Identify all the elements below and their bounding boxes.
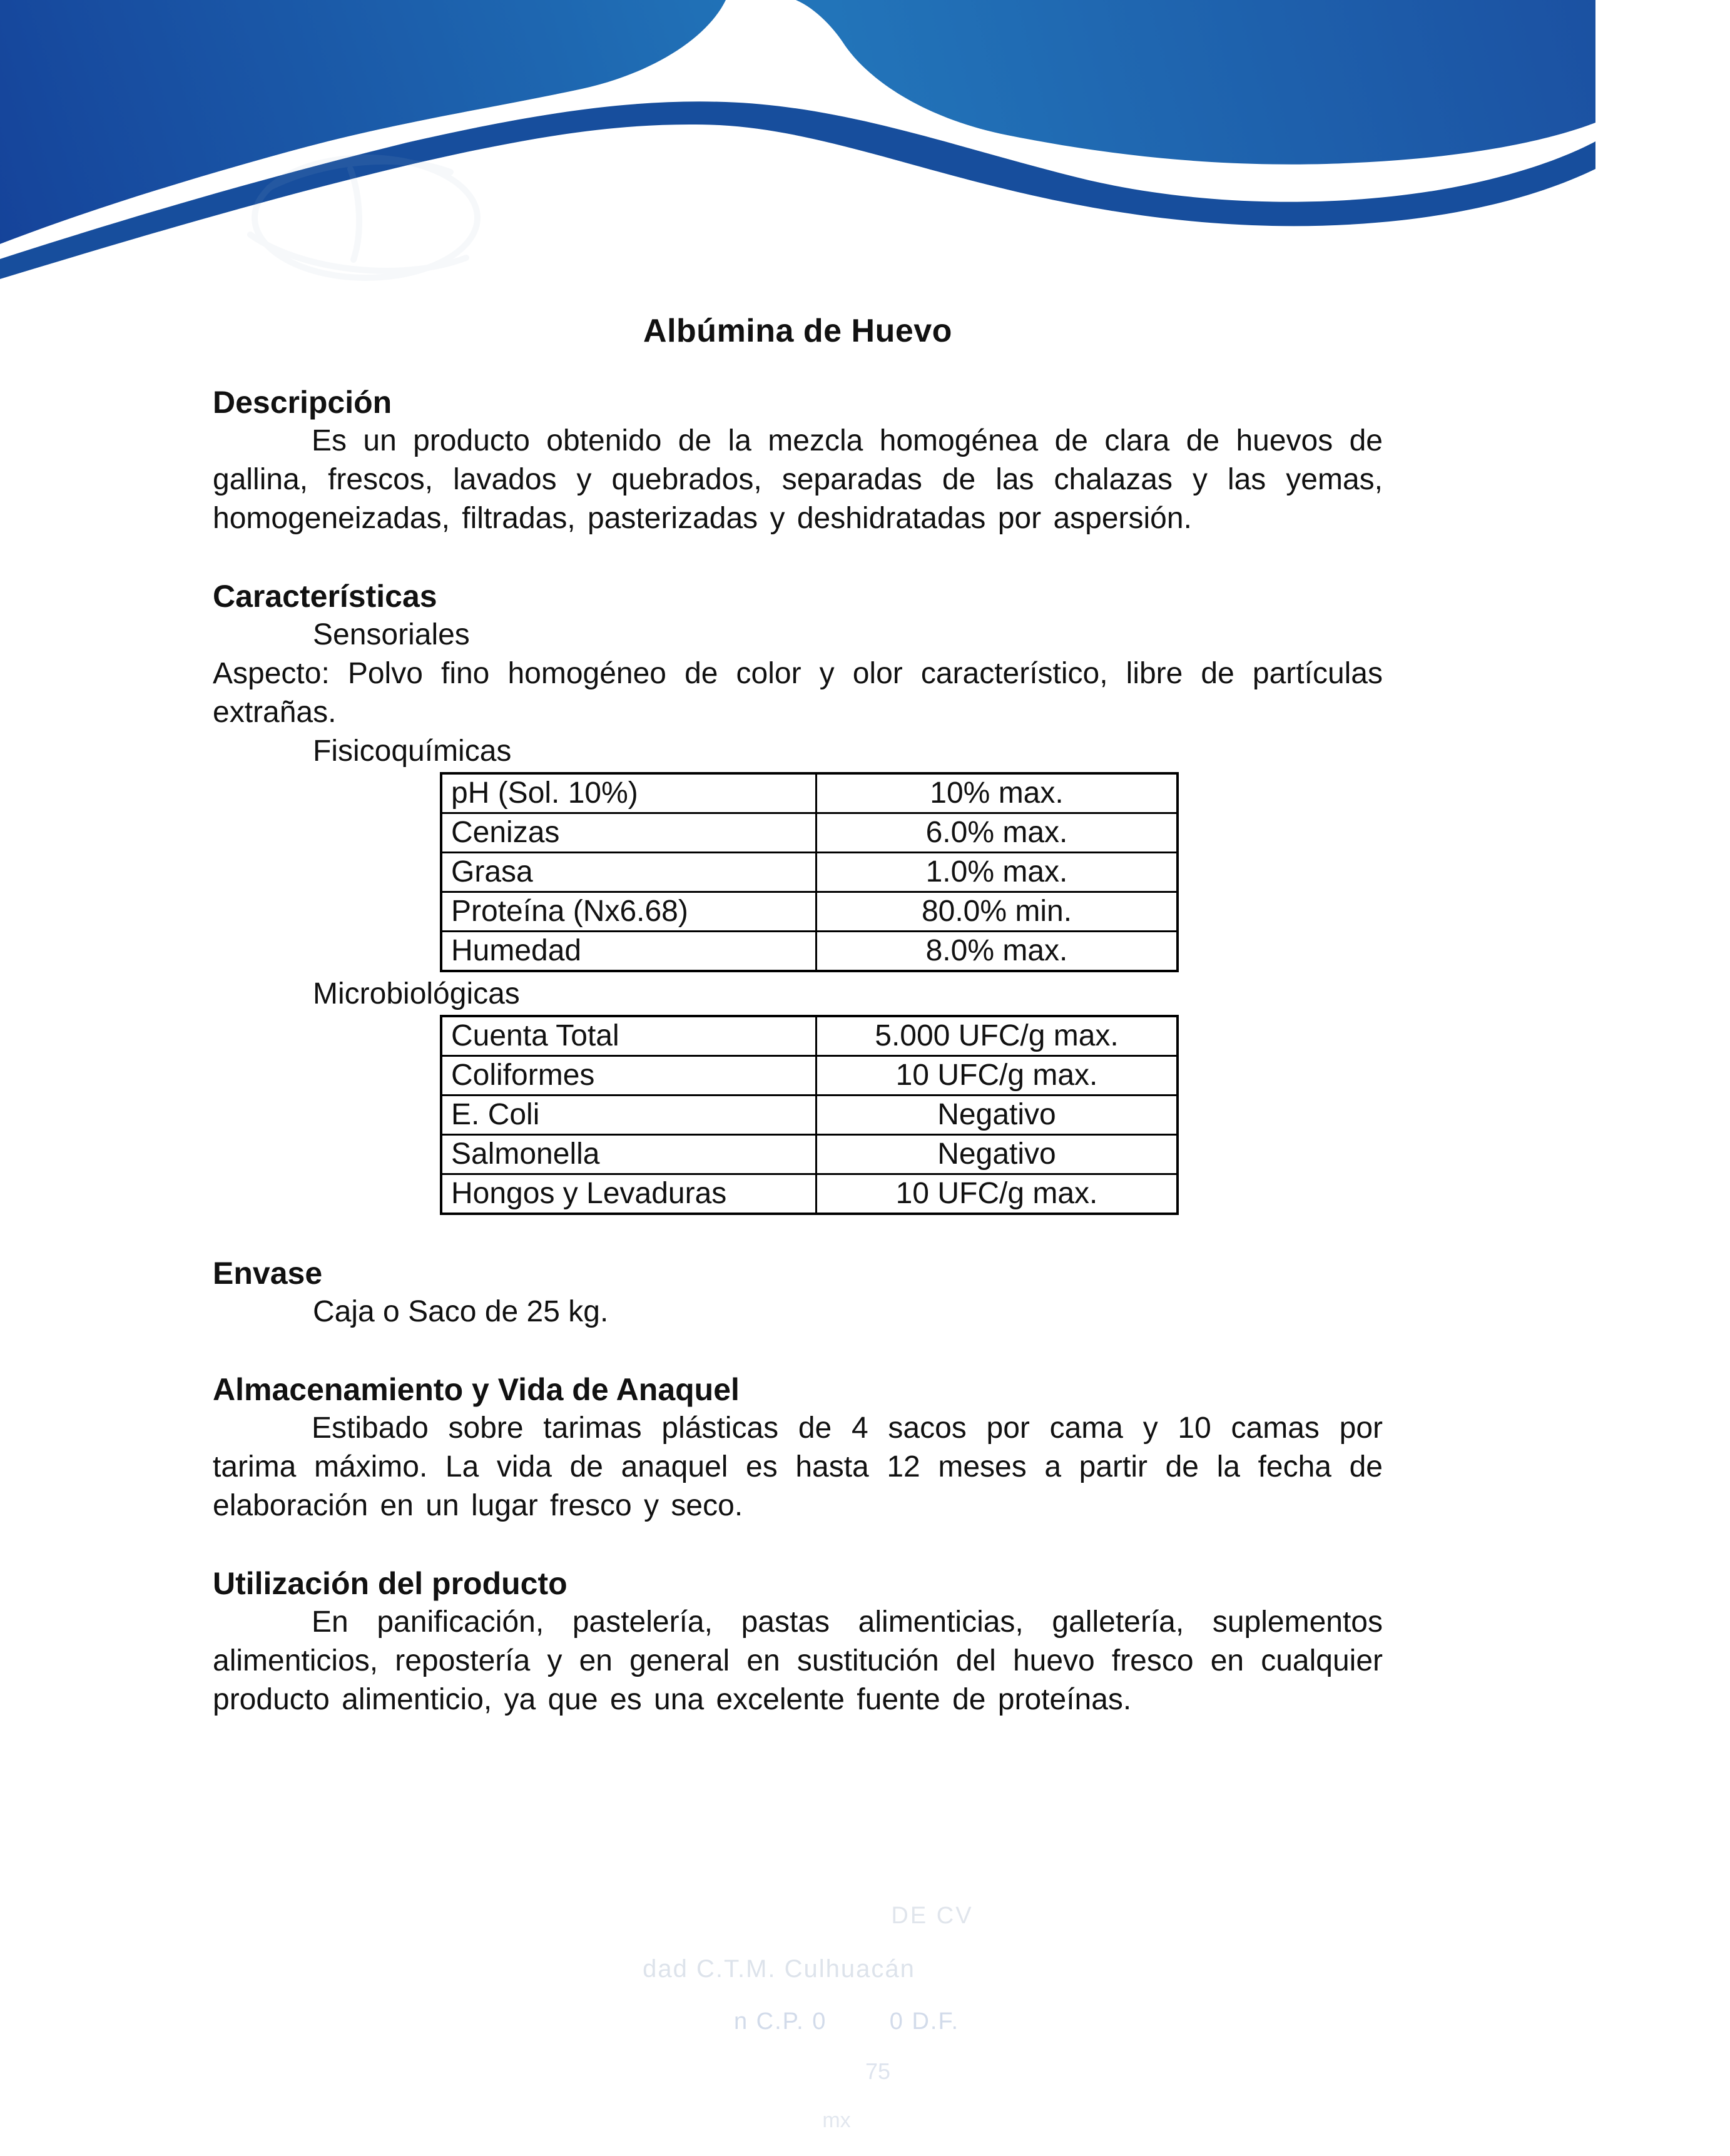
envase-body: Caja o Saco de 25 kg. (313, 1295, 609, 1328)
section-envase (213, 1254, 1383, 1331)
table-row (441, 892, 1178, 932)
utilizacion-paragraph: En panificación, pastelería, pastas alimenticias, galletería, suplementos alimenticios, repostería y en general en sustitución del huevo fresco en cualquier producto alimenticio, ya que es una excelente fuente de proteínas. (213, 1605, 1383, 1716)
cell-value: 10 UFC/g max. (817, 1056, 1178, 1096)
table-row (441, 1174, 1178, 1214)
footer-line: dad C.T.M. Culhuacán (643, 1955, 915, 1983)
fisicoquimicas-label: Fisicoquímicas (313, 735, 512, 768)
footer-watermark (0, 1878, 1595, 2156)
section-descripcion (213, 383, 1383, 538)
table-microbiologicas (440, 1015, 1179, 1215)
table-row (441, 813, 1178, 853)
cell-parameter: Humedad (441, 932, 817, 972)
table-row (441, 1135, 1178, 1174)
table-row (441, 853, 1178, 892)
cell-value: 5.000 UFC/g max. (817, 1016, 1178, 1056)
cell-parameter: Cenizas (441, 813, 817, 853)
cell-parameter: Cuenta Total (441, 1016, 817, 1056)
table-row (441, 1096, 1178, 1135)
cell-value: 10% max. (817, 773, 1178, 813)
almacenamiento-heading: Almacenamiento y Vida de Anaquel (213, 1372, 740, 1407)
utilizacion-heading: Utilización del producto (213, 1566, 567, 1601)
footer-line: 75 (865, 2058, 891, 2084)
cell-parameter: Proteína (Nx6.68) (441, 892, 817, 932)
footer-line: mx (822, 2108, 851, 2132)
cell-value: 80.0% min. (817, 892, 1178, 932)
descripcion-paragraph: Es un producto obtenido de la mezcla homogénea de clara de huevos de gallina, frescos, lavados y quebrados, separadas de las chalazas y las yemas, homogeneizadas, filtradas, pasterizadas y deshidratadas por aspersión. (213, 424, 1383, 535)
cell-parameter: Coliformes (441, 1056, 817, 1096)
cell-value: Negativo (817, 1096, 1178, 1135)
section-almacenamiento (213, 1370, 1383, 1525)
aspecto-paragraph: Aspecto: Polvo fino homogéneo de color y olor característico, libre de partículas extrañas. (213, 657, 1383, 729)
table-row (441, 1016, 1178, 1056)
cell-parameter: Hongos y Levaduras (441, 1174, 817, 1214)
cell-parameter: E. Coli (441, 1096, 817, 1135)
sensoriales-label: Sensoriales (313, 618, 470, 651)
section-caracteristicas (213, 577, 1383, 1215)
caracteristicas-heading: Características (213, 579, 437, 614)
table-row (441, 773, 1178, 813)
microbiologicas-label: Microbiológicas (313, 977, 520, 1010)
header-wave-graphic (0, 0, 1595, 288)
footer-line: DE CV (891, 1903, 974, 1929)
table-row (441, 932, 1178, 972)
envase-heading: Envase (213, 1256, 323, 1291)
page-title: Albúmina de Huevo (643, 313, 952, 349)
almacenamiento-paragraph: Estibado sobre tarimas plásticas de 4 sacos por cama y 10 camas por tarima máximo. La vida de anaquel es hasta 12 meses a partir de la fecha de elaboración en un lugar fresco y seco. (213, 1411, 1383, 1522)
cell-parameter: pH (Sol. 10%) (441, 773, 817, 813)
cell-value: Negativo (817, 1135, 1178, 1174)
descripcion-heading: Descripción (213, 385, 392, 420)
cell-value: 8.0% max. (817, 932, 1178, 972)
cell-parameter: Grasa (441, 853, 817, 892)
table-row (441, 1056, 1178, 1096)
cell-value: 1.0% max. (817, 853, 1178, 892)
cell-parameter: Salmonella (441, 1135, 817, 1174)
cell-value: 6.0% max. (817, 813, 1178, 853)
section-utilizacion (213, 1564, 1383, 1719)
document-body (213, 312, 1383, 1719)
footer-line: n C.P. 0 0 D.F. (733, 2008, 960, 2035)
table-fisicoquimicas (440, 772, 1179, 972)
cell-value: 10 UFC/g max. (817, 1174, 1178, 1214)
